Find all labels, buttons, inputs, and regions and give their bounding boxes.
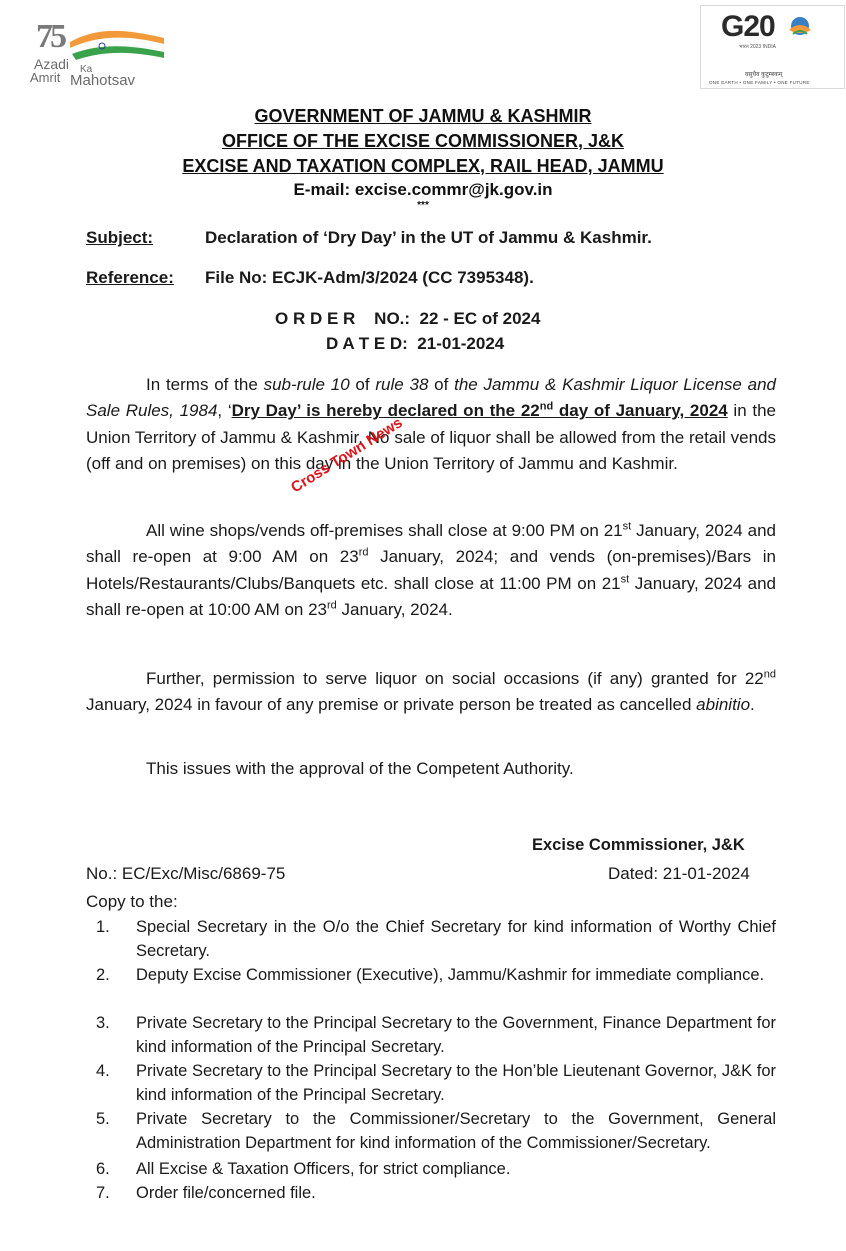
order-number: O R D E R NO.: 22 - EC of 2024 (275, 309, 541, 328)
g20-motto: ONE EARTH • ONE FAMILY • ONE FUTURE (709, 80, 810, 85)
p2-sup-b: rd (358, 546, 369, 559)
list-item-number: 6. (96, 1160, 110, 1178)
tricolor-flag-icon (66, 26, 166, 60)
p1-declaration-text: Dry Day’ is hereby declared on the 22 (231, 401, 540, 421)
header-government: GOVERNMENT OF JAMMU & KASHMIR (254, 106, 592, 126)
p2-sup-d: rd (327, 599, 337, 612)
p1-rules-name: the Jammu & Kashmir Liquor License and Sale Rules, 1984 (86, 375, 776, 421)
header-complex: EXCISE AND TAXATION COMPLEX, RAIL HEAD, JAMMU (182, 156, 664, 176)
lotus-globe-icon (787, 14, 813, 40)
p1-text-c: of (349, 375, 376, 394)
list-item-text: Special Secretary in the O/o the Chief Secretary for kind information of Worthy Chief Secretary. (136, 918, 776, 960)
subject-text: Declaration of ‘Dry Day’ in the UT of Jammu & Kashmir. (205, 228, 652, 247)
p2-text-a: All wine shops/vends off-premises shall close at 9:00 PM on 21 (146, 521, 623, 540)
list-item-text: Private Secretary to the Commissioner/Secretary to the Government, General Administration Department for kind information of the Commissioner/Secretary. (136, 1110, 776, 1152)
p3-sup-a: nd (763, 668, 776, 681)
p1-declaration-sup: nd (539, 400, 554, 413)
paragraph-dry-day (86, 372, 776, 478)
logo-mahotsav: Mahotsav (70, 72, 136, 89)
cross-town-news-watermark: Cross Town News (288, 414, 406, 497)
p3-text-a: Further, permission to serve liquor on social occasions (if any) granted for 22 (146, 669, 764, 688)
p3-abinitio: abinitio (696, 695, 751, 715)
p2-text-c: January, 2024; and vends (on-premises)/Bars in Hotels/Restaurants/Clubs/Banquets etc. shall close at 11:00 PM on 21 (86, 547, 776, 593)
header-office: OFFICE OF THE EXCISE COMMISSIONER, J&K (221, 131, 625, 151)
p2-sup-c: st (620, 573, 630, 586)
logo-75: 75 (36, 18, 64, 55)
list-item-text: Order file/concerned file. (136, 1184, 316, 1202)
p1-text-e: of (428, 375, 455, 394)
p1-rule: rule 38 (375, 375, 429, 394)
p1-text-j: in the Union Territory of Jammu & Kashmir. No sale of liquor shall be allowed from the retail vends (off and on premises) on this day in the Union Territory of Jammu and Kashmir. (86, 401, 776, 474)
logo-ka: Ka (80, 64, 93, 75)
g20-hindi-text: वसुधैव कुटुम्बकम् (745, 72, 783, 78)
list-item-number: 2. (96, 966, 110, 984)
order-date: D A T E D: 21-01-2024 (326, 334, 505, 353)
g20-mark: G20 (721, 10, 775, 43)
list-item-number: 4. (96, 1062, 110, 1080)
header-email: E-mail: excise.commr@jk.gov.in (293, 180, 553, 199)
p1-declaration-date: day of January, 2024 (553, 401, 728, 421)
g20-logo (700, 5, 845, 89)
reference-text: File No: ECJK-Adm/3/2024 (CC 7395348). (205, 268, 534, 287)
list-item-number: 5. (96, 1110, 110, 1128)
signature-block: Excise Commissioner, J&K (532, 836, 745, 854)
list-item-number: 7. (96, 1184, 110, 1202)
paragraph-approval: This issues with the approval of the Competent Authority. (146, 759, 574, 778)
order-reference-number: No.: EC/Exc/Misc/6869-75 (86, 864, 286, 883)
copy-to-heading: Copy to the: (86, 892, 178, 911)
p1-text-a: In terms of the (146, 375, 264, 394)
p3-text-b: January, 2024 in favour of any premise or private person be treated as cancelled (86, 695, 697, 715)
reference-label: Reference: (86, 268, 174, 287)
subject-label: Subject: (86, 228, 154, 247)
logo-amrit: Amrit (30, 70, 61, 85)
p3-text-d: . (750, 695, 755, 715)
list-item-text: Deputy Excise Commissioner (Executive), Jammu/Kashmir for immediate compliance. (136, 966, 765, 984)
p2-text-b: January, 2024 and shall re-open at 9:00 AM on 23 (86, 521, 776, 567)
g20-india-text: भारत 2023 INDIA (739, 44, 776, 50)
p2-text-d: January, 2024 and shall re-open at 10:00 AM on 23 (86, 573, 777, 620)
list-item-text: All Excise & Taxation Officers, for strict compliance. (136, 1160, 511, 1178)
paragraph-social-occasions (86, 666, 776, 719)
p1-sub-rule: sub-rule 10 (263, 375, 350, 394)
p1-declaration (232, 401, 728, 420)
footer-dated: Dated: 21-01-2024 (608, 864, 750, 883)
p2-text-e: January, 2024. (336, 600, 453, 620)
list-item-number: 3. (96, 1014, 110, 1032)
azadi-ka-amrit-mahotsav-logo (28, 18, 178, 88)
p2-sup-a: st (622, 520, 632, 533)
p1-text-g: , ‘ (217, 401, 232, 421)
paragraph-closing-times (86, 518, 776, 624)
list-item-text: Private Secretary to the Principal Secretary to the Government, Finance Department for kind information of the Principal Secretary. (136, 1014, 776, 1056)
list-item-text: Private Secretary to the Principal Secretary to the Hon’ble Lieutenant Governor, J&K for kind information of the Principal Secretary. (136, 1062, 776, 1104)
logo-azadi: Azadi (34, 56, 70, 72)
list-item-number: 1. (96, 918, 110, 936)
header-stars: *** (417, 200, 429, 211)
